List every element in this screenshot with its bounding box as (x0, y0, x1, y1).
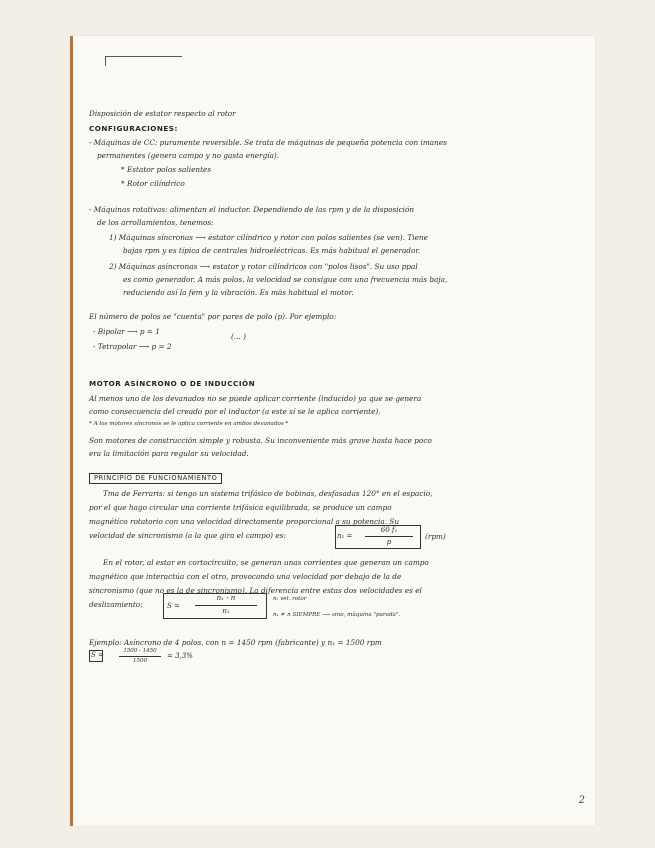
slip-formula-lhs: S = (167, 602, 180, 610)
slip-formula-fraction-line (195, 605, 257, 606)
rotativas-line-1: - Máquinas rotativas: alimentan el inductor. Dependiendo de las rpm y de la disposición (89, 205, 415, 214)
motor-line-1: Al menos uno de los devanados no se puede aplicar corriente (inducido) ya que se genera (89, 394, 422, 403)
slip-formula-denominator: n₁ (222, 607, 230, 615)
ns-formula-numerator: 60 f₁ (380, 526, 398, 534)
motor-line-2: como consecuencia del creado por el inductor (a este sí se le aplica corriente). (89, 407, 381, 416)
asincronas-line-3: reduciendo así la fem y la vibración. Es más habitual el motor. (123, 288, 354, 297)
rotor-line-4: deslizamiento: (89, 600, 143, 609)
configuraciones-heading: CONFIGURACIONES: (89, 124, 178, 133)
ferraris-line-1: Tma de Ferraris: si tengo un sistema trifásico de bobinas, desfasadas 120° en el espacio, (103, 489, 433, 498)
rpm-unit: (rpm) (425, 532, 446, 541)
rotor-line-2: magnético que interactúa con el otro, provocando una velocidad por debajo de la de (89, 572, 402, 581)
ejemplo-s-denominator: 1500 (133, 658, 147, 664)
ejemplo-s-numerator: 1500 - 1450 (123, 648, 157, 654)
ns-formula-denominator: p (386, 538, 392, 546)
motor-line-3: Son motores de construcción simple y robusta. Su inconveniente más grave hasta hace poco (89, 436, 432, 445)
ns-formula-lhs: n₁ = (337, 532, 353, 540)
polos-line: El número de polos se "cuenta" por pares de polo (p). Por ejemplo: (89, 312, 337, 321)
ejemplo-s-label: S = (91, 651, 104, 659)
motor-note: * A los motores síncronos se le aplica corriente en ambos devanados * (89, 421, 289, 427)
tetrapolar-line: - Tetrapolar ⟶ p = 2 (93, 342, 172, 351)
asincronas-line-2: es como generador. A más polos, la velocidad se consigue con una frecuencia más baja, (123, 275, 448, 284)
rotor-line-3: sincronismo (que no es la de sincronismo). La diferencia entre estas dos velocidades es el (89, 586, 422, 595)
slip-formula-numerator: n₁ - n (216, 594, 236, 602)
dots-text: (... ) (231, 332, 246, 341)
page-number: 2 (578, 795, 585, 806)
ferraris-line-4: velocidad de sincronismo (a la que gira el campo) es: (89, 531, 286, 540)
notebook-page (70, 36, 595, 826)
rotor-speed-note: n: vel. rotor (273, 596, 307, 602)
rotativas-line-2: de los arrollamientos, tenemos: (97, 218, 214, 227)
rotor-line-1: En el rotor, al estar en cortocircuito, se generan unas corrientes que generan un campo (103, 558, 429, 567)
page-header-tab (105, 56, 182, 66)
asincronas-line-1: 2) Máquinas asíncronas ⟶ estator y rotor cilíndricos con "polos lisos". Su uso ppal (109, 262, 418, 271)
sincronas-line-1: 1) Máquinas síncronas ⟶ estator cilíndrico y rotor con polos salientes (se ven). Tiene (109, 233, 428, 242)
ns-formula-fraction-line (365, 536, 413, 537)
motor-heading: MOTOR ASÍNCRONO O DE INDUCCIÓN (89, 379, 256, 388)
bullet-rotor: * Rotor cilíndrico (121, 179, 185, 188)
ferraris-line-2: por el que hago circular una corriente trifásica equilibrada, se produce un campo (89, 503, 392, 512)
always-different-note: n₁ ≠ n SIEMPRE ⟶ sino, máquina "parada". (273, 612, 401, 618)
ejemplo-fraction-line (119, 656, 161, 657)
cc-line-2: permanentes (genera campo y no gasta energía). (97, 151, 280, 160)
principio-heading: PRINCIPIO DE FUNCIONAMIENTO (89, 473, 222, 484)
bullet-estator: * Estator polos salientes (121, 165, 212, 174)
intro-text: Disposición de estator respecto al rotor (89, 109, 236, 118)
motor-line-4: era la limitación para regular su velocidad. (89, 449, 249, 458)
sincronas-line-2: bajas rpm y es típica de centrales hidroeléctricas. Es más habitual el generador. (123, 246, 421, 255)
ejemplo-s-result: = 3,3% (167, 652, 193, 660)
ejemplo-line: Ejemplo: Asíncrono de 4 polos, con n = 1450 rpm (fabricante) y n₁ = 1500 rpm (89, 638, 382, 647)
ferraris-line-3: magnético rotatorio con una velocidad directamente proporcional a su potencia. Su (89, 517, 400, 526)
cc-line-1: - Máquinas de CC: puramente reversible. Se trata de máquinas de pequeña potencia con imanes (89, 138, 447, 147)
bipolar-line: - Bipolar ⟶ p = 1 (93, 327, 160, 336)
